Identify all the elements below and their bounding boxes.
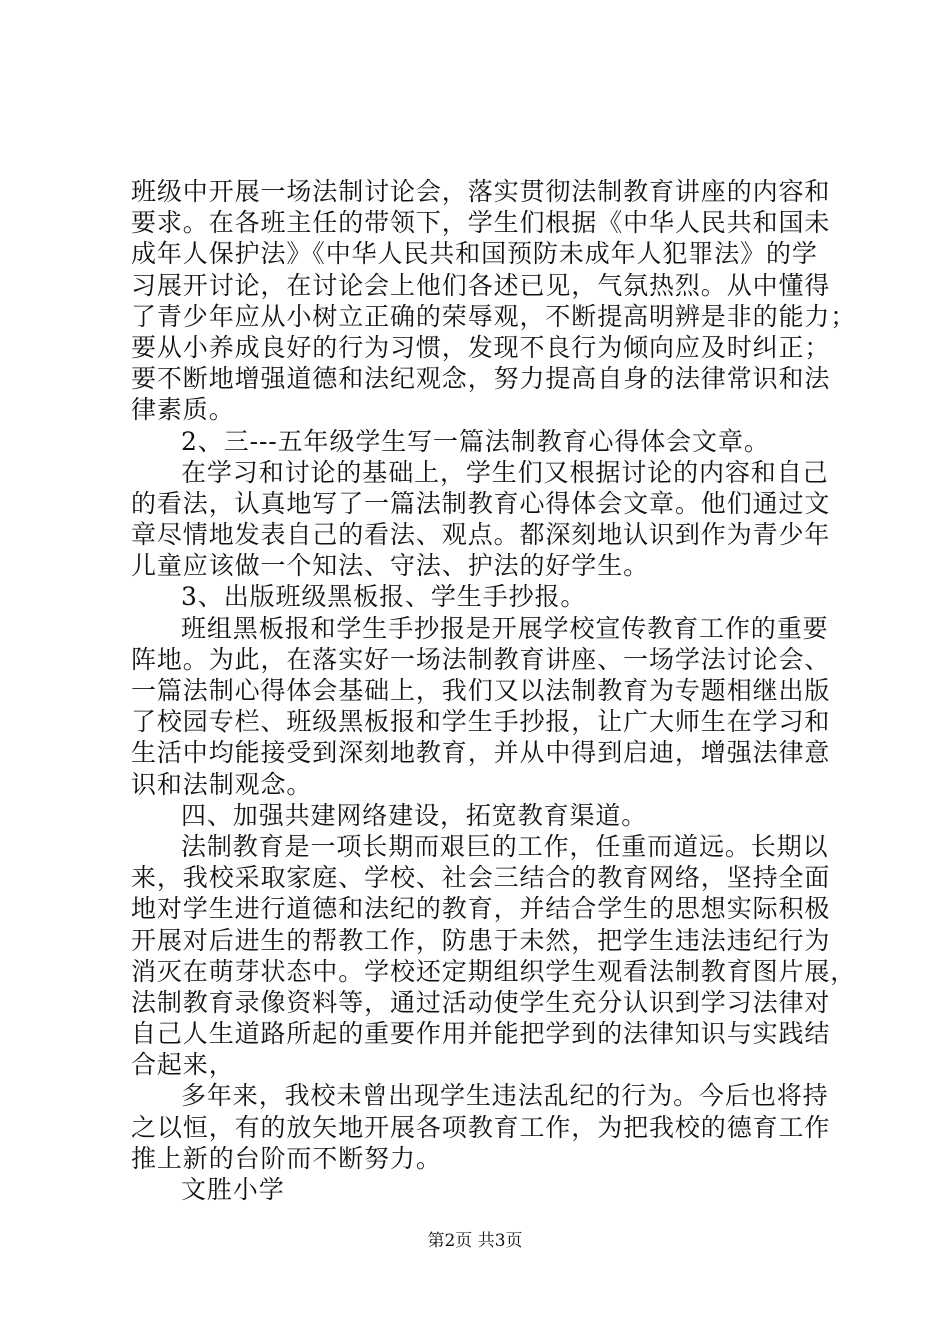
text-line: 了校园专栏、班级黑板报和学生手抄报，让广大师生在学习和 bbox=[131, 707, 831, 737]
text-line: 多年来，我校未曾出现学生违法乱纪的行为。今后也将持 bbox=[181, 1081, 829, 1111]
text-line: 来，我校采取家庭、学校、社会三结合的教育网络，坚持全面 bbox=[131, 863, 831, 893]
text-line: 生活中均能接受到深刻地教育，并从中得到启迪，增强法律意 bbox=[131, 738, 831, 768]
text-line: 章尽情地发表自己的看法、观点。都深刻地认识到作为青少年 bbox=[131, 520, 831, 550]
text-line: 之以恒，有的放矢地开展各项教育工作，为把我校的德育工作 bbox=[131, 1112, 831, 1142]
text-line: 成年人保护法》《中华人民共和国预防未成年人犯罪法》的学 bbox=[131, 239, 818, 269]
text-line: 要不断地增强道德和法纪观念，努力提高自身的法律常识和法 bbox=[131, 364, 831, 394]
text-line: 要从小养成良好的行为习惯，发现不良行为倾向应及时纠正； bbox=[131, 332, 831, 362]
text-line: 儿童应该做一个知法、守法、护法的好学生。 bbox=[131, 551, 650, 581]
text-line: 习展开讨论，在讨论会上他们各述已见，气氛热烈。从中懂得 bbox=[131, 270, 831, 300]
text-line: 识和法制观念。 bbox=[131, 769, 313, 799]
page-footer: 第2页 共3页 bbox=[427, 1231, 523, 1251]
text-line: 的看法，认真地写了一篇法制教育心得体会文章。他们通过文 bbox=[131, 488, 831, 518]
text-line: 了青少年应从小树立正确的荣辱观，不断提高明辨是非的能力； bbox=[131, 301, 857, 331]
text-line: 开展对后进生的帮教工作，防患于未然，把学生违法违纪行为 bbox=[131, 925, 831, 955]
document-body bbox=[131, 176, 857, 1205]
text-line: 律素质。 bbox=[131, 395, 235, 425]
text-line: 推上新的台阶而不断努力。 bbox=[131, 1143, 442, 1173]
text-line: 地对学生进行道德和法纪的教育，并结合学生的思想实际积极 bbox=[131, 894, 831, 924]
text-line: 法制教育录像资料等，通过活动使学生充分认识到学习法律对 bbox=[131, 987, 831, 1017]
text-line: 阵地。为此，在落实好一场法制教育讲座、一场学法讨论会、 bbox=[131, 644, 831, 674]
text-line: 要求。在各班主任的带领下，学生们根据《中华人民共和国未 bbox=[131, 208, 831, 238]
text-line: 四、加强共建网络建设，拓宽教育渠道。 bbox=[181, 800, 648, 830]
text-line: 2、三---五年级学生写一篇法制教育心得体会文章。 bbox=[181, 426, 770, 456]
text-line: 班组黑板报和学生手抄报是开展学校宣传教育工作的重要 bbox=[181, 613, 829, 643]
text-line: 在学习和讨论的基础上，学生们又根据讨论的内容和自己 bbox=[181, 457, 829, 487]
text-line: 消灭在萌芽状态中。学校还定期组织学生观看法制教育图片展， bbox=[131, 956, 857, 986]
text-line: 文胜小学 bbox=[181, 1175, 285, 1204]
text-line: 自己人生道路所起的重要作用并能把学到的法律知识与实践结 bbox=[131, 1019, 831, 1049]
text-line: 一篇法制心得体会基础上，我们又以法制教育为专题相继出版 bbox=[131, 676, 831, 705]
text-line: 合起来， bbox=[131, 1050, 235, 1080]
text-line: 法制教育是一项长期而艰巨的工作，任重而道远。长期以 bbox=[181, 831, 829, 861]
text-line: 班级中开展一场法制讨论会，落实贯彻法制教育讲座的内容和 bbox=[131, 177, 831, 206]
text-line: 3、出版班级黑板报、学生手抄报。 bbox=[181, 582, 587, 612]
